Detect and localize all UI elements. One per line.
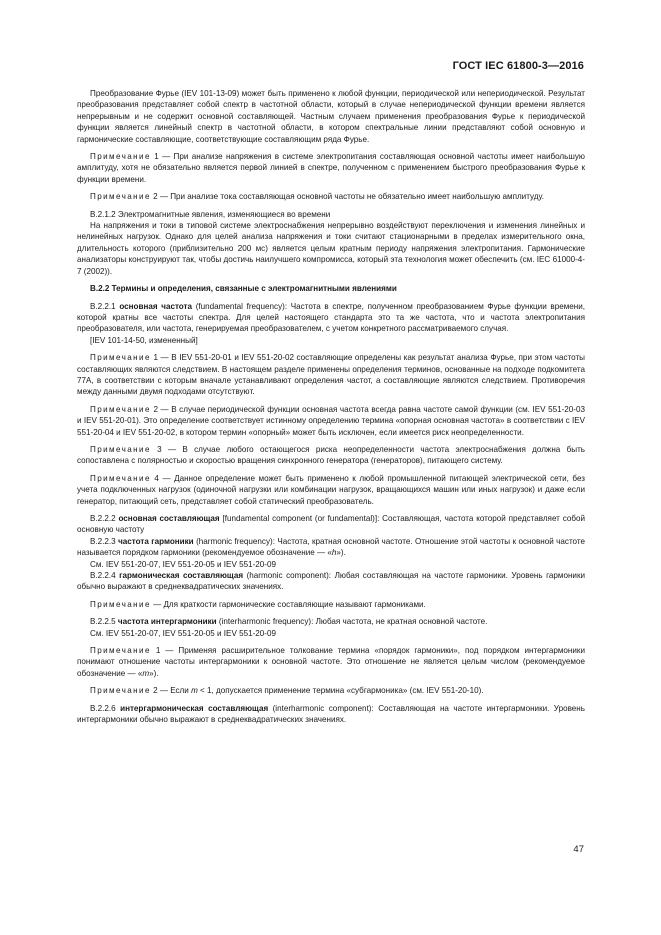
term: основная частота xyxy=(119,301,193,311)
term: гармоническая составляющая xyxy=(119,571,244,581)
text-run: См. IEV 551-20-07, IEV 551-20-05 и IEV 551-20-09 xyxy=(90,628,277,638)
paragraph xyxy=(77,220,585,277)
term: частота интергармоники xyxy=(117,617,217,627)
text-run: Примечание xyxy=(90,404,151,414)
paragraph xyxy=(77,151,585,185)
text-run: В.2.2.6 xyxy=(90,703,121,713)
text-run: (interharmonic frequency): Любая частота, не кратная основной частоте. xyxy=(216,617,488,627)
text-run: В.2.2.2 xyxy=(90,514,119,523)
text-run: m xyxy=(191,686,198,696)
text-run: В.2.2.3 xyxy=(90,536,119,546)
text-run: »). xyxy=(149,668,159,678)
paragraph xyxy=(77,88,585,145)
text-run: (interharmonic component): Составляющая на частоте интергармоники. Уровень интергармоники обычно выражают в среднеквадратических значениях. xyxy=(77,703,585,725)
document-body xyxy=(77,88,585,726)
paragraph xyxy=(77,645,585,679)
text-run: Примечание xyxy=(90,444,151,454)
paragraph xyxy=(77,513,585,536)
text-run: См. IEV 551-20-07, IEV 551-20-05 и IEV 551-20-09 xyxy=(90,559,277,569)
text-run: Примечание xyxy=(90,599,151,609)
paragraph xyxy=(77,559,585,570)
text-run: 1 — В IEV 551-20-01 и IEV 551-20-02 составляющие определены как результат анализа Фурье, при этом частоты составляющих являются следствием. В настоящем разделе применены определения терминов, основанные на подходе подкомитета 77А, в соответствии с которым вначале устанавливают определения частот, а составляющие являются следствием. Противоречия между данными двумя подходами отсутствуют. xyxy=(77,353,585,397)
paragraph xyxy=(77,404,585,438)
term: частота гармоники xyxy=(118,536,194,546)
term: интергармоническая составляющая xyxy=(120,703,269,713)
paragraph xyxy=(77,444,585,467)
term: В.2.2 Термины и определения, связанные с электромагнитными явлениями xyxy=(90,284,397,294)
paragraph xyxy=(77,335,585,346)
text-run: (fundamental frequency): Частота в спектре, полученном преобразованием Фурье функции времени, которой кратны все частоты спектра. Для целей настоящего стандарта это та же частота, что и частота электропитания преобразователя, или частота, генерируемая преобразователем, с учетом конкретного рассматриваемого случая. xyxy=(77,301,585,334)
text-run: Преобразование Фурье (IEV 101-13-09) может быть применено к любой функции, периодической или непериодической. Результат преобразования представляет собой спектр в частотной области, который в случае непериодической функции времени является непрерывным и не содержит основной составляющей. Частным случаем применения преобразования Фурье к периодической функции является линейный спектр в частотной области, в котором спектральные линии представляют собой основную и гармонические составляющие, соответствующие составляющим ряда Фурье. xyxy=(77,89,585,144)
text-run: 3 — В случае любого остающегося риска неопределенности частота электроснабжения должна быть сопоставлена с полярностью и скоростью вращения синхронного генератора (генераторов), питающего систему. xyxy=(77,444,585,466)
paragraph xyxy=(77,352,585,398)
paragraph xyxy=(77,570,585,593)
text-run: [fundamental component (or fundamental)]: Составляющая, частота которой представляет собой основную частоту xyxy=(77,514,585,535)
text-run: Примечание xyxy=(90,192,151,202)
text-run: [IEV 101-14-50, измененный] xyxy=(90,335,198,345)
text-run: В.2.2.1 xyxy=(90,301,120,311)
text-run: В.2.1.2 Электромагнитные явления, изменяющиеся во времени xyxy=(90,209,331,219)
text-run: Примечание xyxy=(90,152,151,162)
text-run: (harmonic component): Любая составляющая на частоте гармоники. Уровень гармоники обычно выражают в среднеквадратических значениях. xyxy=(77,571,586,592)
paragraph xyxy=(77,703,585,726)
text-run: h xyxy=(331,548,337,558)
text-run: — Для краткости гармонические составляющие называют гармониками. xyxy=(150,599,426,609)
text-run: Примечание xyxy=(90,646,151,656)
text-run: На напряжения и токи в типовой системе электроснабжения непрерывно воздействуют переключения и изменения линейных и нелинейных нагрузок. Однако для целей анализа напряжения и токи считают стационарными в пределах измерительного окна, длительность которого (приблизительно 200 мс) является целым кратным периоду напряжения электропитания. Гармонические анализаторы конструируют так, чтобы достичь наилучшего компромисса, который эта технология может обеспечить (см. IEC 61000-4-7 (2002)). xyxy=(77,221,585,276)
text-run: 2 — Если xyxy=(150,686,192,696)
paragraph xyxy=(77,473,585,507)
paragraph xyxy=(77,283,585,294)
text-run: < 1, допускается применение термина «субгармоника» (см. IEV 551-20-10). xyxy=(197,686,484,696)
page-number: 47 xyxy=(573,844,584,855)
paragraph xyxy=(77,685,585,696)
paragraph xyxy=(77,536,585,559)
text-run: 2 — В случае периодической функции основная частота всегда равна частоте самой функции (см. IEV 551-20-03 и IEV 551-20-01). Это определение соответствует истинному определению термина «опорная основная частота» в соответствии с IEV 551-20-04 и IEV 551-20-02, в котором термин «опорный» может быть исключен, если имеется риск неопределенности. xyxy=(77,404,585,437)
text-run: 1 — Применяя расширительное толкование термина «порядок гармоники», под порядком интергармоники понимают отношение частоты интергармоники к основной частоте. Это отношение не является целым числом (рекомендуемое обозначение — « xyxy=(77,646,585,678)
paragraph xyxy=(77,599,585,610)
text-run: Примечание xyxy=(90,686,151,696)
text-run: Примечание xyxy=(90,353,151,363)
text-run: 1 — При анализе напряжения в системе электропитания составляющая основной частоты имеет наибольшую амплитуду, хотя не обязательно является первой линией в спектре, полученном с применением быстрого преобразования Фурье к функции времени. xyxy=(77,152,585,184)
document-header: ГОСТ IEC 61800-3—2016 xyxy=(452,60,584,72)
paragraph xyxy=(77,628,585,639)
text-run: В.2.2.5 xyxy=(90,617,118,627)
paragraph xyxy=(77,191,585,202)
text-run: »). xyxy=(336,548,346,558)
text-run: 2 — При анализе тока составляющая основной частоты не обязательно имеет наибольшую амплитуду. xyxy=(150,192,544,202)
paragraph xyxy=(77,209,585,220)
paragraph xyxy=(77,301,585,335)
text-run: (harmonic frequency): Частота, кратная основной частоте. Отношение этой частоты к основной частоте называется порядком гармоники (рекомендуемое обозначение — « xyxy=(77,536,586,558)
paragraph xyxy=(77,616,585,627)
text-run: m xyxy=(142,668,150,678)
text-run: В.2.2.4 xyxy=(90,571,120,581)
text-run: Примечание xyxy=(90,473,151,483)
text-run: 4 — Данное определение может быть применено к любой промышленной питающей электрической сети, без учета подключенных нагрузок (одиночной нагрузки или комбинации нагрузок, вращающихся машин или иных нагрузок) и даже если генератор, питающий сеть, представляет собой статический преобразователь. xyxy=(77,473,585,506)
term: основная составляющая xyxy=(118,514,220,523)
